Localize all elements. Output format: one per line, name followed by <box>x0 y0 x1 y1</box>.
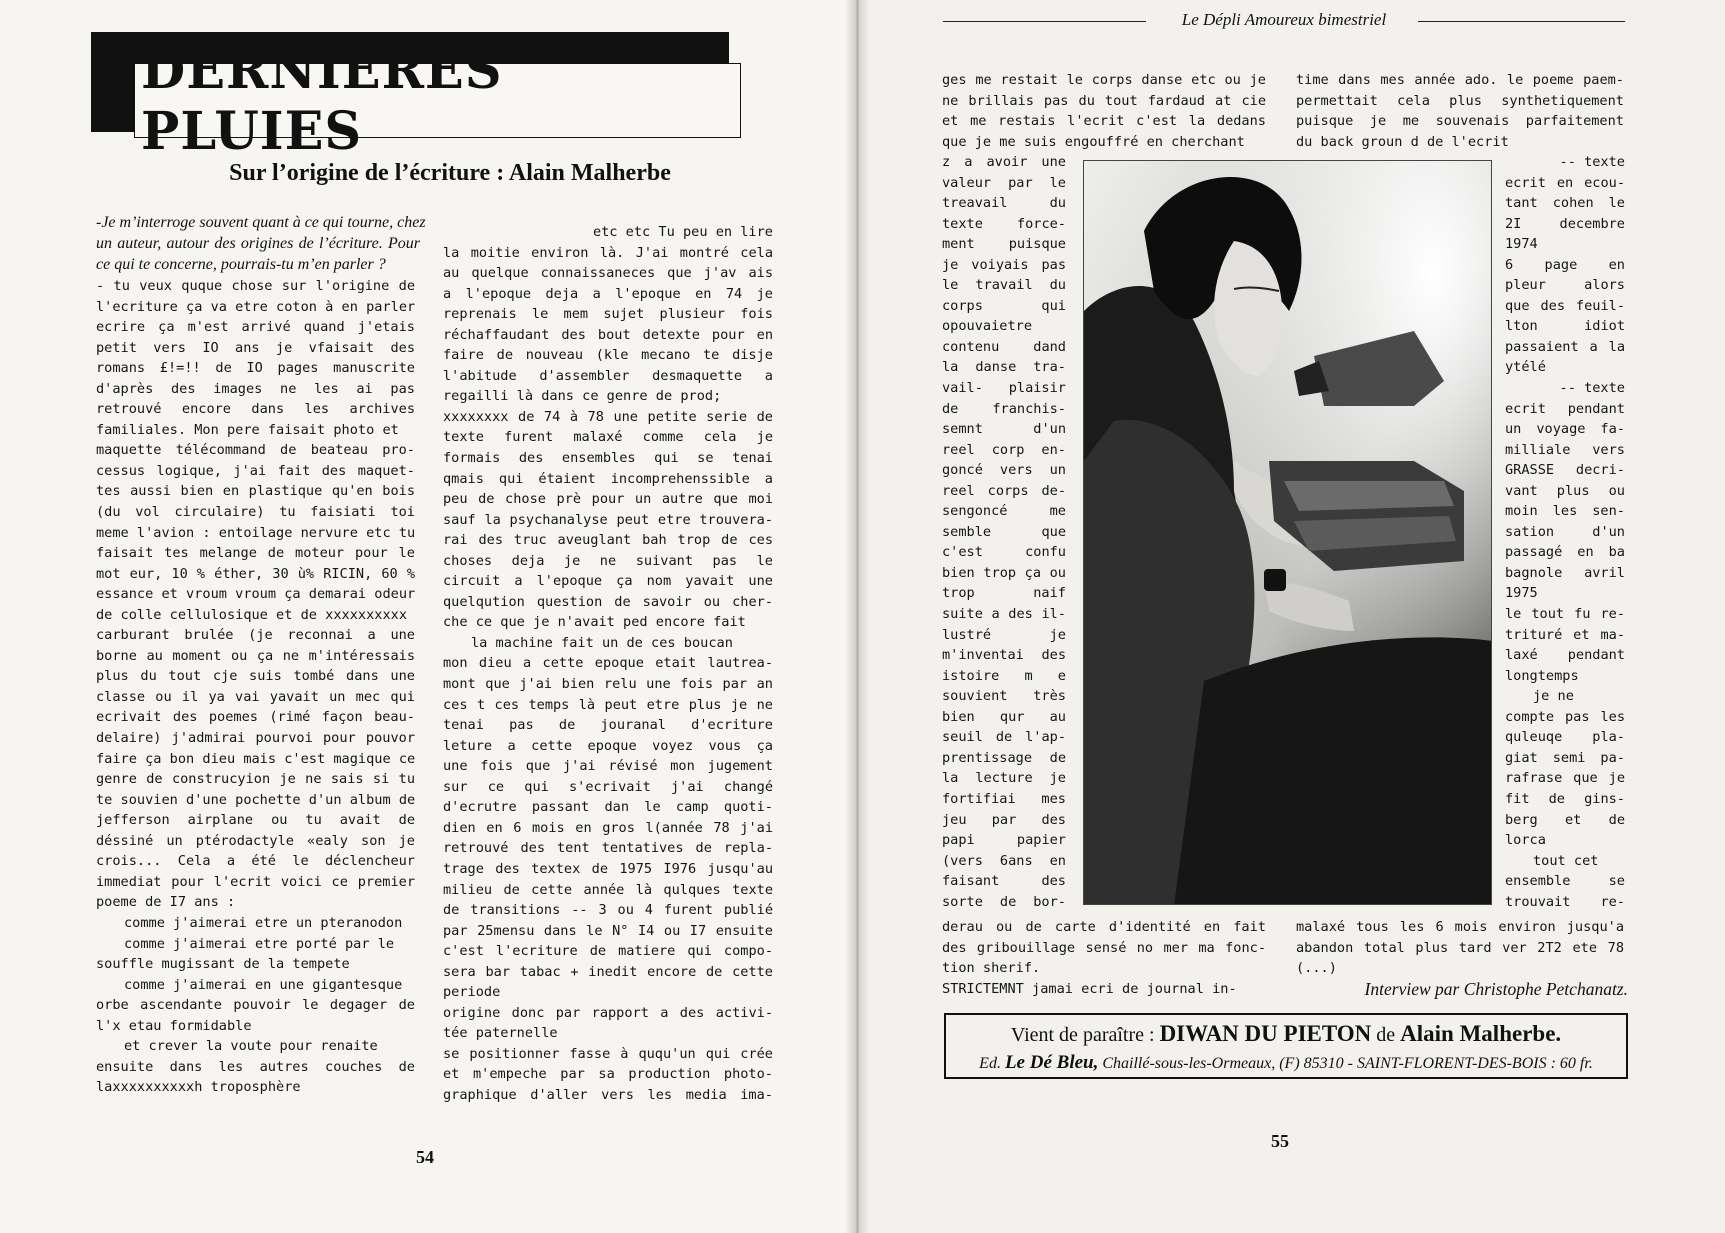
announce-book-title: DIWAN DU PIETON <box>1159 1021 1372 1046</box>
text-line: sera bar tabac + inedit encore de cette <box>443 963 773 980</box>
text-line: ensemble se <box>1505 873 1625 890</box>
text-line: le travail du <box>942 277 1066 294</box>
text-line: circuit a l'epoque ça nom yavait une <box>443 573 773 590</box>
text-line: comme j'aimerai en une gigantesque <box>124 976 403 993</box>
article-subtitle: Sur l’origine de l’écriture : Alain Malherbe <box>229 160 671 186</box>
announce-de: de <box>1376 1024 1396 1046</box>
text-line: fit de gins- <box>1505 790 1625 807</box>
text-line: que je me suis engouffré en cherchant <box>942 133 1245 150</box>
text-line: laxxxxxxxxxxh troposphère <box>96 1079 301 1096</box>
text-line: ecrivait des poemes (rimé façon beau- <box>96 709 415 726</box>
text-line: moin les sen- <box>1505 503 1625 520</box>
text-line: leture a cette epoque voyez vous ça <box>443 737 773 754</box>
text-line: tée paternelle <box>443 1025 558 1042</box>
text-line: borne au moment ou ça ne m'intéressais <box>96 647 415 664</box>
text-line: ces t ces temps là peut etre plus je ne <box>443 696 773 713</box>
announcement-line-2 <box>946 1052 1626 1074</box>
text-line: crois... Cela a été le déclencheur <box>96 853 415 870</box>
text-line: et me restais l'ecrit c'est la dedans <box>942 113 1266 130</box>
text-line: carburant brulée (je reconnai a une <box>96 627 415 644</box>
text-line: sauf la psychanalyse peut etre trouvera- <box>443 511 773 528</box>
text-line: d'après des images ne les ai pas <box>96 380 415 397</box>
text-line: vail- plaisir <box>942 380 1066 397</box>
text-line: souvient très <box>942 688 1066 705</box>
text-line: treavail du <box>942 195 1066 212</box>
text-line: jefferson airplane ou tu avait de <box>96 812 415 829</box>
text-line: faisait tes melange de moteur pour le <box>96 545 415 562</box>
text-line: etc etc Tu peu en lire <box>592 224 773 240</box>
text-line: mot eur, 10 % éther, 30 ù% RICIN, 60 % <box>96 565 415 582</box>
running-head <box>943 10 1625 32</box>
photo-writer-at-typewriter <box>1084 161 1492 905</box>
text-line: corps qui <box>942 297 1066 314</box>
text-line: time dans mes année ado. le poeme paem- <box>1296 72 1624 88</box>
text-line: une fois que j'ai révisé mon jugement <box>443 758 773 775</box>
text-line: delaire) j'admirai pourvoi pour pouvor <box>96 730 415 747</box>
text-line: laxé pendant <box>1505 647 1625 664</box>
text-line: mont que j'ai bien relu une fois par an <box>443 676 773 693</box>
running-head-text: Le Dépli Amoureux bimestriel <box>1181 10 1387 29</box>
text-line: giat semi pa- <box>1505 749 1625 766</box>
text-line: passagé en ba <box>1505 544 1625 561</box>
text-line: graphique d'aller vers les media ima- <box>443 1086 773 1103</box>
text-line: passaient a la <box>1505 338 1625 355</box>
text-line: istoire m e <box>942 667 1066 684</box>
text-line: choses deja je ne suivant pas le <box>443 552 773 569</box>
right-column-b-top <box>1296 70 1624 152</box>
announce-prefix: Vient de paraître : <box>1010 1024 1155 1046</box>
text-line: 1975 <box>1505 585 1538 602</box>
text-line: et crever la voute pour renaite <box>124 1038 378 1055</box>
typewriter-photo <box>1083 160 1492 905</box>
text-line: trouvait re- <box>1505 893 1625 910</box>
page-number-left: 54 <box>416 1147 434 1167</box>
announce-author: Alain Malherbe. <box>1400 1021 1562 1046</box>
text-line: retrouvé encore dans les archives <box>96 401 415 418</box>
text-line: periode <box>443 984 501 1001</box>
text-line: prentissage de <box>942 749 1066 766</box>
text-line: meme l'avion : entoilage nervure etc tu <box>96 524 415 541</box>
text-line: la machine fait un de ces boucan <box>471 634 733 651</box>
text-line: STRICTEMNT jamai ecri de journal in- <box>942 980 1237 997</box>
text-line: un voyage fa- <box>1505 421 1625 438</box>
text-line: puisque je me souvenais parfaitement <box>1296 113 1624 130</box>
text-line: fortifiai mes <box>942 790 1066 807</box>
text-line: cessus logique, j'ai fait des maquet- <box>96 462 415 479</box>
text-line: -- texte <box>1559 154 1625 170</box>
text-line: 2I decembre <box>1505 215 1625 232</box>
text-line: GRASSE decri- <box>1505 462 1625 479</box>
text-line: l'x etau formidable <box>96 1017 252 1034</box>
text-line: au quelque connaissaneces que j'av ais <box>443 265 773 282</box>
text-line: origine donc par rapport a des activi- <box>443 1004 773 1021</box>
text-line: se positionner fasse à ququ'un qui crée <box>443 1045 773 1062</box>
text-line: c'est confu <box>942 544 1066 561</box>
header-rule-right <box>1418 21 1625 22</box>
text-line: contenu dand <box>942 338 1066 355</box>
text-line: de transitions -- 3 ou 4 furent publié <box>443 902 773 919</box>
text-line: retrouvé des tent tentatives de repla- <box>443 840 773 857</box>
text-line: sation d'un <box>1505 523 1625 540</box>
text-line: valeur par le <box>942 174 1066 191</box>
text-line: faire ça bon dieu mais c'est magique ce <box>96 750 415 767</box>
text-line: lorca <box>1505 832 1546 849</box>
text-line: - tu veux quque chose sur l'origine de <box>96 278 415 294</box>
text-line: immediat pour l'ecrit voici ce premier <box>96 873 415 890</box>
text-line: berg et de <box>1505 811 1625 828</box>
text-line: ensuite dans les autres couches de <box>96 1058 415 1075</box>
text-line: plus du tout cje suis tombé dans une <box>96 668 415 685</box>
text-line: malaxé tous les 6 mois environ jusqu'a <box>1296 919 1624 935</box>
left-column-1 <box>96 276 415 1098</box>
text-line: vant plus ou <box>1505 482 1625 499</box>
text-line: z a avoir une <box>942 154 1066 170</box>
text-line: compte pas les <box>1505 708 1625 725</box>
text-line: comme j'aimerai etre un pteranodon <box>124 914 403 931</box>
announcement-line-1 <box>946 1021 1626 1047</box>
announce-ed: Ed. <box>979 1055 1001 1072</box>
text-line: comme j'aimerai etre porté par le <box>124 935 395 952</box>
text-line: familiales. Mon pere faisait photo et <box>96 421 399 438</box>
text-line: je voiyais pas <box>942 256 1066 273</box>
text-line: trop naif <box>942 585 1066 602</box>
text-line: l'abitude d'assembler desmaquette a <box>443 367 773 384</box>
text-line: opouvaietre <box>942 318 1033 335</box>
announce-publisher: Le Dé Bleu, <box>1004 1052 1099 1073</box>
text-line: rafrase que je <box>1505 770 1625 787</box>
title-box <box>134 39 741 162</box>
text-line: goncé vers un <box>942 462 1066 479</box>
text-line: m'inventai des <box>942 647 1066 664</box>
text-line: reel corp en- <box>942 441 1066 458</box>
book-spine <box>845 0 869 1233</box>
right-column-a-top <box>942 70 1266 152</box>
text-line: trituré et ma- <box>1505 626 1625 643</box>
text-line: de colle cellulosique et de xxxxxxxxxx <box>96 606 407 623</box>
text-line: a l'epoque deja a l'epoque en 74 je <box>443 285 773 302</box>
text-line: tion sherif. <box>942 960 1041 977</box>
text-line: semble que <box>942 523 1066 540</box>
text-line: suite a des il- <box>942 606 1066 623</box>
text-line: semnt d'un <box>942 421 1066 438</box>
text-line: milliale vers <box>1505 441 1625 458</box>
text-line: trage des textex de 1975 I976 jusqu'au <box>443 860 773 877</box>
text-line: quleuqe pla- <box>1505 729 1625 746</box>
text-line: des gribouillage sensé no mer ma fonc- <box>942 939 1266 956</box>
text-line: 6 page en <box>1505 256 1625 273</box>
text-line: lton idiot <box>1505 318 1625 335</box>
right-column-a-bottom <box>942 917 1266 999</box>
text-line: classe ou il ya vai yavait un mec qui <box>96 688 415 705</box>
text-line: souffle mugissant de la tempete <box>96 956 350 973</box>
text-line: c'est l'ecriture de matiere qui compo- <box>443 943 773 960</box>
text-line: pleur alors <box>1505 277 1625 294</box>
text-line: ytélé <box>1505 359 1546 376</box>
right-column-b-narrow <box>1505 152 1625 912</box>
text-line: peu de chose prè pour un autre que moi <box>443 491 773 508</box>
text-line: je ne <box>1533 688 1574 705</box>
right-column-b-bottom <box>1296 917 1624 979</box>
text-line: tant cohen le <box>1505 195 1625 212</box>
text-line: longtemps <box>1505 667 1579 684</box>
text-line: milieu de cette année là qulques texte <box>443 881 773 898</box>
text-line: genre de construcyion je ne sais si tu <box>96 771 415 788</box>
text-line: tenai pas de jouranal d'ecriture <box>443 717 773 734</box>
text-line: du back groun d de l'ecrit <box>1296 133 1509 150</box>
text-line: permettait cela plus synthetiquement <box>1296 92 1624 109</box>
text-line: formais des ensembles qui se tenai <box>443 450 773 467</box>
text-line: lustré je <box>942 626 1066 643</box>
text-line: bagnole avril <box>1505 564 1625 581</box>
text-line: ne brillais pas du tout fardaud at cie <box>942 92 1266 109</box>
text-line: ges me restait le corps danse etc ou je <box>942 72 1266 88</box>
text-line: mon dieu a cette epoque etait lautrea- <box>443 655 773 672</box>
text-line: tout cet <box>1533 852 1599 869</box>
text-line: orbe ascendante pouvoir le degager de <box>96 997 415 1014</box>
text-line: maquette télécommand de beateau pro- <box>96 442 415 459</box>
text-line: 1974 <box>1505 236 1538 253</box>
text-line: texte furent malaxé comme cela je <box>443 429 773 446</box>
interview-question <box>96 212 426 275</box>
text-line: quelqution question de savoir ou cher- <box>443 593 773 610</box>
text-line: rai des truc aveuglant bah trop de ces <box>443 532 773 549</box>
text-line: sur ce qui s'ecrivait j'ai changé <box>443 778 773 795</box>
right-column-a-narrow <box>942 152 1066 912</box>
text-line: essance et vroum vroum ça demarai odeur <box>96 586 415 603</box>
text-line: (vers 6ans en <box>942 852 1066 869</box>
text-line: par 25mensu dans le N° I4 ou I7 ensuite <box>443 922 773 939</box>
text-line: sengoncé me <box>942 503 1066 520</box>
text-line: bien qur au <box>942 708 1066 725</box>
text-line: reel corps de- <box>942 482 1066 499</box>
text-line: ment puisque <box>942 236 1066 253</box>
question-line: un auteur, autour des origines de l’écriture. Pour <box>96 235 420 252</box>
text-line: reprenais le mem sujet plusieur fois <box>443 306 773 323</box>
text-line: déssiné un ptérodactyle «ealy son je <box>96 832 415 849</box>
text-line: le tout fu re- <box>1505 606 1625 623</box>
text-line: la moitie environ là. J'ai montré cela <box>443 244 773 261</box>
text-line: che ce que je n'avait ped encore fait <box>443 614 746 631</box>
text-line: et m'empeche par sa production photo- <box>443 1066 773 1083</box>
text-line: seuil de l'ap- <box>942 729 1066 746</box>
text-line: que des feuil- <box>1505 297 1625 314</box>
text-line: texte force- <box>942 215 1066 232</box>
text-line: papi papier <box>942 832 1066 849</box>
text-line: poeme de I7 ans : <box>96 894 236 911</box>
book-announcement-box <box>944 1013 1628 1079</box>
text-line: (...) <box>1296 960 1337 977</box>
text-line: réchaffaudant des bout detexte pour en <box>443 326 773 343</box>
text-line: faisant des <box>942 873 1066 890</box>
text-line: bien trop ça ou <box>942 564 1066 581</box>
text-line: derau ou de carte d'identité en fait <box>942 919 1266 935</box>
article-title: DERNIERES PLUIES <box>141 39 503 162</box>
page-number-right: 55 <box>1271 1131 1289 1151</box>
text-line: xxxxxxxx de 74 à 78 une petite serie de <box>443 408 773 425</box>
header-rule-left <box>943 21 1146 22</box>
text-line: la lecture je <box>942 770 1066 787</box>
text-line: romans £!=!! de IO pages manuscrite <box>96 360 415 377</box>
left-column-2 <box>443 222 773 1106</box>
text-line: -- texte <box>1559 380 1625 397</box>
text-line: d'ecrutre passant dan le camp quoti- <box>443 799 773 816</box>
text-line: petit vers IO ans je vfaisait des <box>96 339 415 356</box>
text-line: de franchis- <box>942 400 1066 417</box>
question-line: -Je m’interroge souvent quant à ce qui tourne, chez <box>96 214 426 231</box>
text-line: ecrire ça m'est arrivé quand j'etais <box>96 319 415 336</box>
text-line: ecrit pendant <box>1505 400 1625 417</box>
text-line: sorte de bor- <box>942 893 1066 910</box>
announce-address: Chaillé-sous-les-Ormeaux, (F) 85310 - SAINT-FLORENT-DES-BOIS : 60 fr. <box>1102 1055 1593 1072</box>
question-line: ce qui te concerne, pourrais-tu m’en parler ? <box>96 256 386 273</box>
text-line: te souvien d'une pochette d'un album de <box>96 791 415 808</box>
text-line: abandon total plus tard ver 2T2 ete 78 <box>1296 939 1624 956</box>
text-line: l'ecriture ça va etre coton à en parler <box>96 298 415 315</box>
interview-credit: Interview par Christophe Petchanatz. <box>1364 979 1628 999</box>
text-line: (du vol circulaire) tu faisiati toi <box>96 504 415 521</box>
text-line: regailli là dans ce genre de prod; <box>443 388 722 405</box>
text-line: dien en 6 mois en gros l(année 78 j'ai <box>443 819 773 836</box>
text-line: la danse tra- <box>942 359 1066 376</box>
text-line: qmais qui étaient incomprehenssible a <box>443 470 773 487</box>
text-line: faire de nouveau (kle mecano te disje <box>443 347 773 364</box>
text-line: jeu par des <box>942 811 1066 828</box>
text-line: tes aussi bien en plastique qu'en bois <box>96 483 415 500</box>
text-line: ecrit en ecou- <box>1505 174 1625 191</box>
